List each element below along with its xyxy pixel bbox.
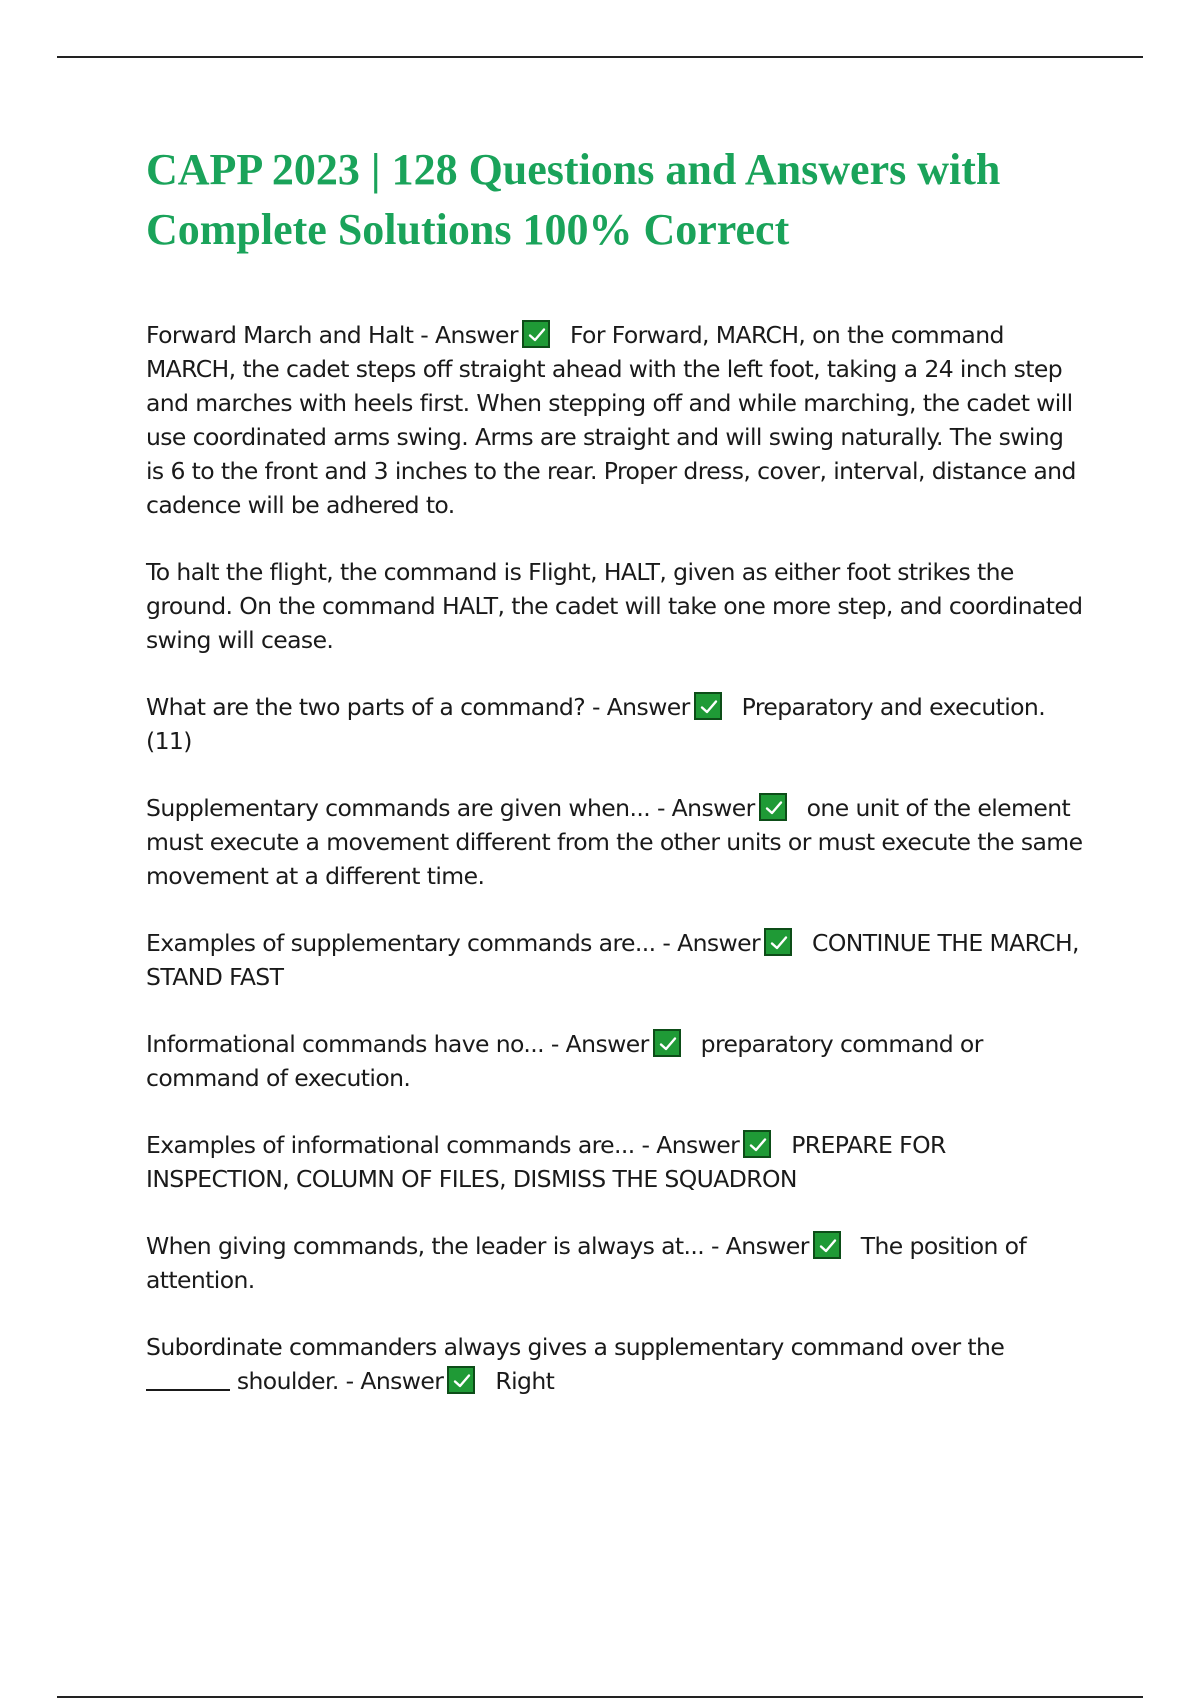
question-text: Forward March and Halt — [146, 321, 414, 349]
answer-label: - Answer — [656, 794, 755, 822]
question-text: When giving commands, the leader is always at... — [146, 1232, 705, 1260]
answer-text: preparatory command or command of execution. — [146, 1030, 983, 1092]
check-mark-icon — [447, 1366, 475, 1394]
answer-text: PREPARE FOR INSPECTION, COLUMN OF FILES, DISMISS THE SQUADRON — [146, 1131, 946, 1193]
answer-text: Right — [495, 1367, 555, 1395]
document-title: CAPP 2023 | 128 Questions and Answers with Complete Solutions 100% Correct — [146, 145, 1001, 254]
check-mark-icon — [694, 692, 722, 720]
qa-item — [146, 1128, 1086, 1196]
answer-text: Preparatory and execution. (11) — [146, 693, 1046, 755]
check-mark-icon — [522, 320, 550, 348]
qa-item — [146, 791, 1086, 893]
check-mark-icon — [653, 1029, 681, 1057]
qa-item — [146, 318, 1086, 522]
check-mark-icon — [813, 1231, 841, 1259]
qa-item — [146, 926, 1086, 994]
answer-label: - Answer — [591, 693, 690, 721]
question-text: Examples of informational commands are... — [146, 1131, 635, 1159]
check-mark-icon — [764, 928, 792, 956]
answer-label: - Answer — [711, 1232, 809, 1260]
qa-item — [146, 690, 1086, 758]
qa-item — [146, 1027, 1086, 1095]
question-text: Informational commands have no... — [146, 1030, 545, 1058]
top-rule — [57, 56, 1143, 58]
answer-text: For Forward, MARCH, on the command MARCH, the cadet steps off straight ahead with the left foot, taking a 24 inch step and marches with heels first. When stepping off and while marching, the cadet will use coordinated arms swing. Arms are straight and will swing naturally. The swing is 6 to the front and 3 inches to the rear. Proper dress, cover, interval, distance and cadence will be adhered to. — [146, 321, 1076, 519]
answer-text: CONTINUE THE MARCH, STAND FAST — [146, 929, 1079, 991]
qa-item — [146, 1229, 1086, 1297]
answer-label: - Answer — [345, 1367, 444, 1395]
qa-item — [146, 1330, 1086, 1398]
document-body — [146, 140, 1086, 1431]
check-mark-icon — [743, 1130, 771, 1158]
answer-label: - Answer — [420, 321, 518, 349]
question-text: Subordinate commanders always gives a supplementary command over the — [146, 1333, 1005, 1361]
answer-text: The position of attention. — [146, 1232, 1027, 1294]
answer-label: - Answer — [662, 929, 761, 957]
question-text: Examples of supplementary commands are... — [146, 929, 656, 957]
bottom-rule — [57, 1696, 1143, 1698]
answer-label: - Answer — [550, 1030, 649, 1058]
question-text-end: shoulder. — [236, 1367, 339, 1395]
answer-text: one unit of the element must execute a movement different from the other units or must execute the same movement at a different time. — [146, 794, 1083, 890]
answer-label: - Answer — [641, 1131, 740, 1159]
check-mark-icon — [759, 793, 787, 821]
fill-in-blank — [146, 1369, 230, 1391]
question-text: What are the two parts of a command? — [146, 693, 586, 721]
answer-continuation: To halt the flight, the command is Flight, HALT, given as either foot strikes the ground. On the command HALT, the cadet will take one more step, and coordinated swing will cease. — [146, 558, 1083, 654]
question-text: Supplementary commands are given when... — [146, 794, 651, 822]
